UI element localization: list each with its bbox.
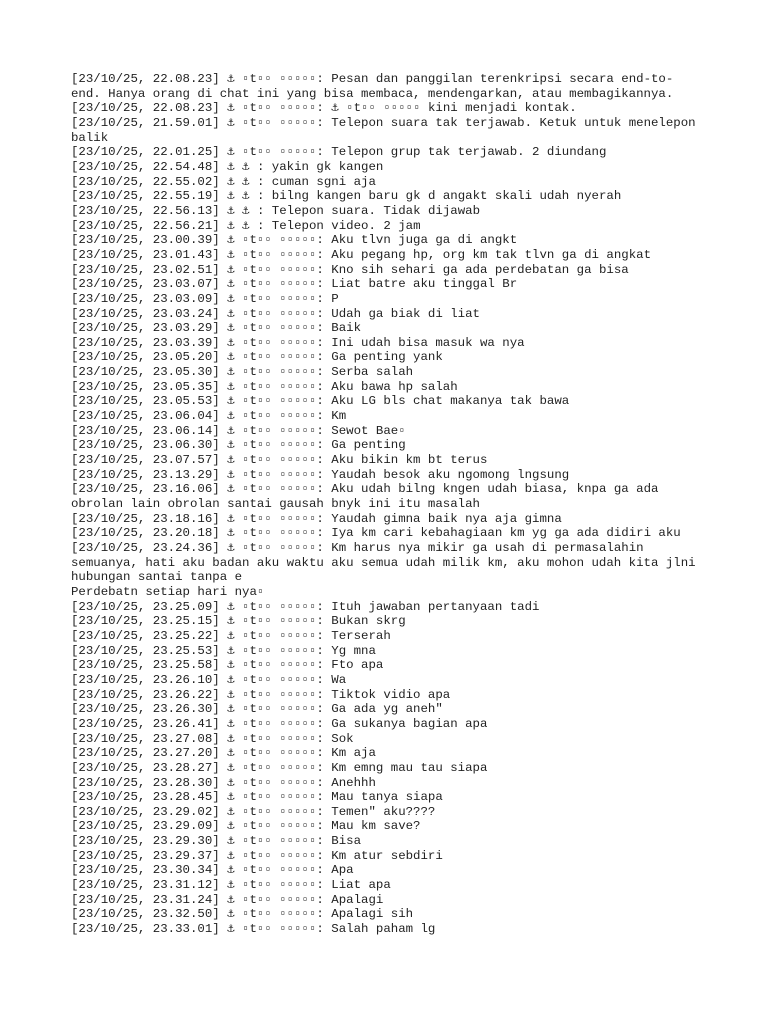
chat-log-line: [23/10/25, 23.26.22] ⚓ ▫t▫▫ ▫▫▫▫▫: Tiktok vidio apa <box>71 687 451 702</box>
chat-log-line: Perdebatn setiap hari nya▫ <box>71 584 265 599</box>
chat-log-line: [23/10/25, 23.25.53] ⚓ ▫t▫▫ ▫▫▫▫▫: Yg mna <box>71 643 376 658</box>
chat-log-line: [23/10/25, 23.07.57] ⚓ ▫t▫▫ ▫▫▫▫▫: Aku bikin km bt terus <box>71 453 488 468</box>
chat-log-line: [23/10/25, 23.29.02] ⚓ ▫t▫▫ ▫▫▫▫▫: Temen" aku???? <box>71 804 436 819</box>
chat-log-line: [23/10/25, 23.05.53] ⚓ ▫t▫▫ ▫▫▫▫▫: Aku LG bls chat makanya tak bawa <box>71 394 570 409</box>
chat-log-line: [23/10/25, 23.26.41] ⚓ ▫t▫▫ ▫▫▫▫▫: Ga sukanya bagian apa <box>71 716 488 731</box>
chat-log-line: [23/10/25, 23.06.04] ⚓ ▫t▫▫ ▫▫▫▫▫: Km <box>71 409 347 424</box>
chat-log-line: [23/10/25, 22.01.25] ⚓ ▫t▫▫ ▫▫▫▫▫: Telepon grup tak terjawab. 2 diundang <box>71 145 607 160</box>
chat-log-line: [23/10/25, 23.03.24] ⚓ ▫t▫▫ ▫▫▫▫▫: Udah ga biak di liat <box>71 306 480 321</box>
chat-log-line: [23/10/25, 23.05.30] ⚓ ▫t▫▫ ▫▫▫▫▫: Serba salah <box>71 365 414 380</box>
chat-log-line: [23/10/25, 21.59.01] ⚓ ▫t▫▫ ▫▫▫▫▫: Telepon suara tak terjawab. Ketuk untuk menelepon balik <box>71 115 704 145</box>
chat-log-line: [23/10/25, 23.01.43] ⚓ ▫t▫▫ ▫▫▫▫▫: Aku pegang hp, org km tak tlvn ga di angkat <box>71 247 652 262</box>
chat-log-line: [23/10/25, 22.08.23] ⚓ ▫t▫▫ ▫▫▫▫▫: Pesan dan panggilan terenkripsi secara end-to-end. Hanya orang di chat ini yang bisa membaca, mendengarkan, atau membagikannya. <box>71 72 674 101</box>
chat-log-line: [23/10/25, 23.26.30] ⚓ ▫t▫▫ ▫▫▫▫▫: Ga ada yg aneh" <box>71 702 443 717</box>
chat-log-line: [23/10/25, 23.05.35] ⚓ ▫t▫▫ ▫▫▫▫▫: Aku bawa hp salah <box>71 379 458 394</box>
chat-log-line: [23/10/25, 23.03.09] ⚓ ▫t▫▫ ▫▫▫▫▫: P <box>71 291 339 306</box>
chat-log-line: [23/10/25, 23.28.45] ⚓ ▫t▫▫ ▫▫▫▫▫: Mau tanya siapa <box>71 790 443 805</box>
chat-log-line: [23/10/25, 23.03.29] ⚓ ▫t▫▫ ▫▫▫▫▫: Baik <box>71 321 362 336</box>
chat-log-line: [23/10/25, 23.03.07] ⚓ ▫t▫▫ ▫▫▫▫▫: Liat batre aku tinggal Br <box>71 277 518 292</box>
chat-log-document <box>71 72 704 937</box>
chat-log-line: [23/10/25, 23.33.01] ⚓ ▫t▫▫ ▫▫▫▫▫: Salah paham lg <box>71 922 436 937</box>
chat-log-line: [23/10/25, 23.27.20] ⚓ ▫t▫▫ ▫▫▫▫▫: Km aja <box>71 746 376 761</box>
chat-log-line: [23/10/25, 23.06.30] ⚓ ▫t▫▫ ▫▫▫▫▫: Ga penting <box>71 438 406 453</box>
chat-log-line: [23/10/25, 23.13.29] ⚓ ▫t▫▫ ▫▫▫▫▫: Yaudah besok aku ngomong lngsung <box>71 467 570 482</box>
chat-log-line: [23/10/25, 23.25.58] ⚓ ▫t▫▫ ▫▫▫▫▫: Fto apa <box>71 658 384 673</box>
chat-log-line: [23/10/25, 23.24.36] ⚓ ▫t▫▫ ▫▫▫▫▫: Km harus nya mikir ga usah di permasalahin semuanya, hati aku badan aku waktu aku semua udah milik km, aku mohon udah kita jlni hubungan santai tanpa e <box>71 541 704 585</box>
chat-log-line: [23/10/25, 22.54.48] ⚓ ⚓ : yakin gk kangen <box>71 159 384 174</box>
chat-log-line: [23/10/25, 23.32.50] ⚓ ▫t▫▫ ▫▫▫▫▫: Apalagi sih <box>71 907 414 922</box>
chat-log-line: [23/10/25, 23.20.18] ⚓ ▫t▫▫ ▫▫▫▫▫: Iya km cari kebahagiaan km yg ga ada didiri aku <box>71 526 681 541</box>
chat-log-line: [23/10/25, 22.56.13] ⚓ ⚓ : Telepon suara. Tidak dijawab <box>71 203 481 218</box>
chat-log-line: [23/10/25, 23.18.16] ⚓ ▫t▫▫ ▫▫▫▫▫: Yaudah gimna baik nya aja gimna <box>71 511 562 526</box>
chat-log-line: [23/10/25, 23.16.06] ⚓ ▫t▫▫ ▫▫▫▫▫: Aku udah bilng kngen udah biasa, knpa ga ada obrolan lain obrolan santai gausah bnyk ini itu masalah <box>71 482 666 512</box>
chat-log-line: [23/10/25, 23.25.22] ⚓ ▫t▫▫ ▫▫▫▫▫: Terserah <box>71 628 391 643</box>
chat-log-line: [23/10/25, 22.08.23] ⚓ ▫t▫▫ ▫▫▫▫▫: ⚓ ▫t▫▫ ▫▫▫▫▫ kini menjadi kontak. <box>71 101 577 116</box>
chat-log-line: [23/10/25, 23.29.30] ⚓ ▫t▫▫ ▫▫▫▫▫: Bisa <box>71 834 362 849</box>
chat-log-line: [23/10/25, 23.02.51] ⚓ ▫t▫▫ ▫▫▫▫▫: Kno sih sehari ga ada perdebatan ga bisa <box>71 262 629 277</box>
chat-log-line: [23/10/25, 23.25.15] ⚓ ▫t▫▫ ▫▫▫▫▫: Bukan skrg <box>71 614 406 629</box>
chat-log-line: [23/10/25, 22.56.21] ⚓ ⚓ : Telepon video. 2 jam <box>71 218 421 233</box>
chat-log-line: [23/10/25, 22.55.19] ⚓ ⚓ : bilng kangen baru gk d angakt skali udah nyerah <box>71 189 622 204</box>
chat-log-line: [23/10/25, 23.27.08] ⚓ ▫t▫▫ ▫▫▫▫▫: Sok <box>71 731 354 746</box>
chat-log-line: [23/10/25, 23.25.09] ⚓ ▫t▫▫ ▫▫▫▫▫: Ituh jawaban pertanyaan tadi <box>71 599 540 614</box>
chat-log-line: [23/10/25, 23.05.20] ⚓ ▫t▫▫ ▫▫▫▫▫: Ga penting yank <box>71 350 443 365</box>
chat-log-line: [23/10/25, 23.28.30] ⚓ ▫t▫▫ ▫▫▫▫▫: Anehhh <box>71 775 376 790</box>
chat-log-line: [23/10/25, 23.31.24] ⚓ ▫t▫▫ ▫▫▫▫▫: Apalagi <box>71 892 384 907</box>
chat-log-line: [23/10/25, 23.28.27] ⚓ ▫t▫▫ ▫▫▫▫▫: Km emng mau tau siapa <box>71 760 488 775</box>
chat-log-line: [23/10/25, 23.26.10] ⚓ ▫t▫▫ ▫▫▫▫▫: Wa <box>71 672 347 687</box>
chat-log-line: [23/10/25, 23.31.12] ⚓ ▫t▫▫ ▫▫▫▫▫: Liat apa <box>71 878 391 893</box>
chat-log-line: [23/10/25, 23.30.34] ⚓ ▫t▫▫ ▫▫▫▫▫: Apa <box>71 863 354 878</box>
chat-log-line: [23/10/25, 23.00.39] ⚓ ▫t▫▫ ▫▫▫▫▫: Aku tlvn juga ga di angkt <box>71 233 518 248</box>
chat-log-line: [23/10/25, 23.29.37] ⚓ ▫t▫▫ ▫▫▫▫▫: Km atur sebdiri <box>71 848 443 863</box>
chat-log-line: [23/10/25, 23.03.39] ⚓ ▫t▫▫ ▫▫▫▫▫: Ini udah bisa masuk wa nya <box>71 335 525 350</box>
chat-log-line: [23/10/25, 23.29.09] ⚓ ▫t▫▫ ▫▫▫▫▫: Mau km save? <box>71 819 421 834</box>
chat-log-line: [23/10/25, 23.06.14] ⚓ ▫t▫▫ ▫▫▫▫▫: Sewot Bae▫ <box>71 423 406 438</box>
chat-log-line: [23/10/25, 22.55.02] ⚓ ⚓ : cuman sgni aja <box>71 174 376 189</box>
